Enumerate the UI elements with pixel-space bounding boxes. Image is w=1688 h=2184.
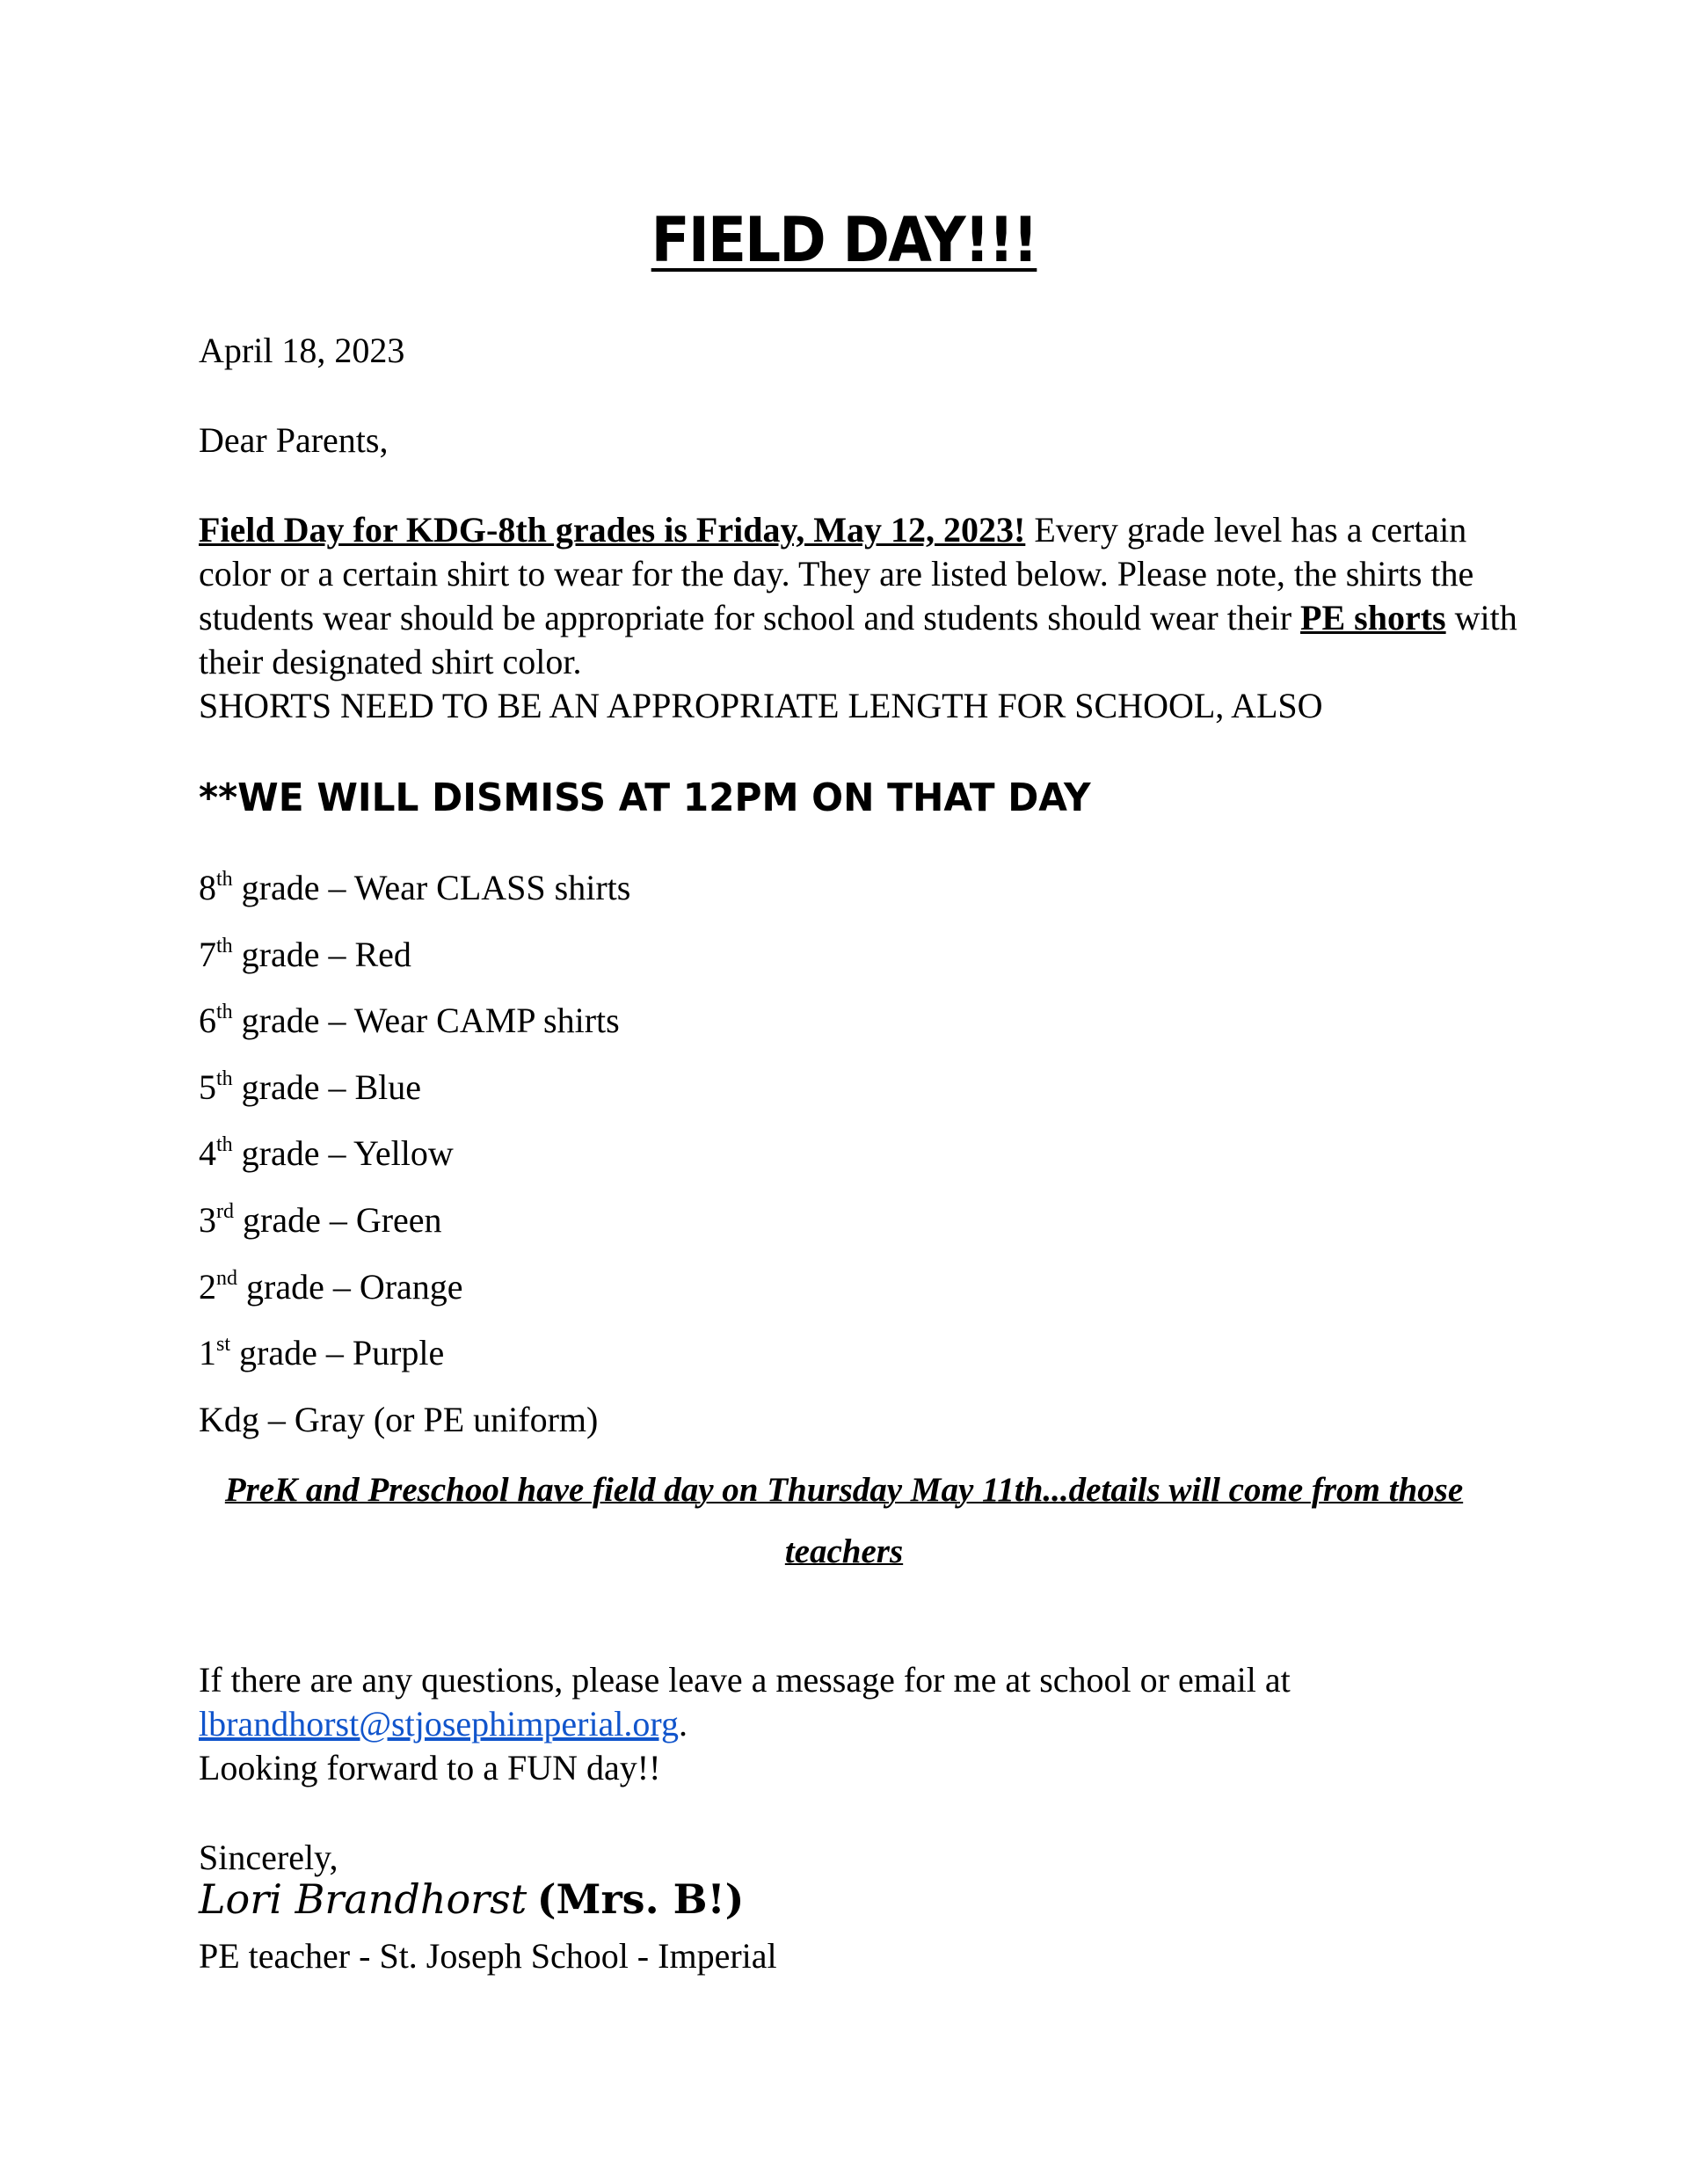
greeting: Dear Parents, [199, 420, 389, 460]
grade-item: 8th grade – Wear CLASS shirts [199, 868, 631, 907]
signature-role: PE teacher - St. Joseph School - Imperial [199, 1936, 777, 1976]
shorts-length-note: SHORTS NEED TO BE AN APPROPRIATE LENGTH FOR SCHOOL, ALSO [199, 686, 1323, 725]
grade-item: 2nd grade – Orange [199, 1266, 463, 1307]
page-title [68, 200, 1620, 280]
intro-body [199, 508, 1535, 684]
letter-date: April 18, 2023 [199, 331, 405, 370]
pe-shorts-highlight: PE shorts [1300, 598, 1446, 637]
grade-item: Kdg – Gray (or PE uniform) [199, 1399, 599, 1439]
intro-text-1: Every grade level has a certain color or a certain shirt to wear for the day. They are listed below. Please note, the shirts the students wear should be appropriate for school and students should wear their [199, 510, 1474, 637]
questions-text: If there are any questions, please leave a message for me at school or email at lbrandhorst@stjosephimperial.org. [199, 1660, 1291, 1744]
intro-paragraph [199, 508, 1535, 728]
grade-item: 5th grade – Blue [199, 1067, 422, 1107]
grade-item: 6th grade – Wear CAMP shirts [199, 1001, 620, 1041]
prek-note: PreK and Preschool have field day on Thursday May 11th...details will come from those teachers [224, 1471, 1464, 1570]
grade-item: 1st grade – Purple [199, 1333, 445, 1373]
field-day-date-highlight: Field Day for KDG-8th grades is Friday, May 12, 2023! [199, 510, 1026, 550]
dismiss-note: **WE WILL DISMISS AT 12PM ON THAT DAY [199, 775, 1091, 820]
email-link[interactable]: lbrandhorst@stjosephimperial.org [199, 1704, 680, 1744]
sincerely-text: Sincerely, [199, 1838, 338, 1877]
grade-item: 3rd grade – Green [199, 1199, 442, 1240]
signature [199, 1873, 744, 1926]
grade-item: 4th grade – Yellow [199, 1133, 454, 1174]
grade-color-list [199, 866, 630, 1464]
signature-name: Lori Brandhorst [199, 1875, 528, 1923]
looking-forward-text: Looking forward to a FUN day!! [199, 1748, 661, 1787]
signature-nickname: (Mrs. B!) [536, 1875, 745, 1923]
title-text: FIELD DAY!!! [651, 204, 1037, 276]
grade-item: 7th grade – Red [199, 934, 411, 974]
intro-text-2: with their designated shirt color. [199, 598, 1517, 681]
closing-paragraph [199, 1658, 1535, 1790]
